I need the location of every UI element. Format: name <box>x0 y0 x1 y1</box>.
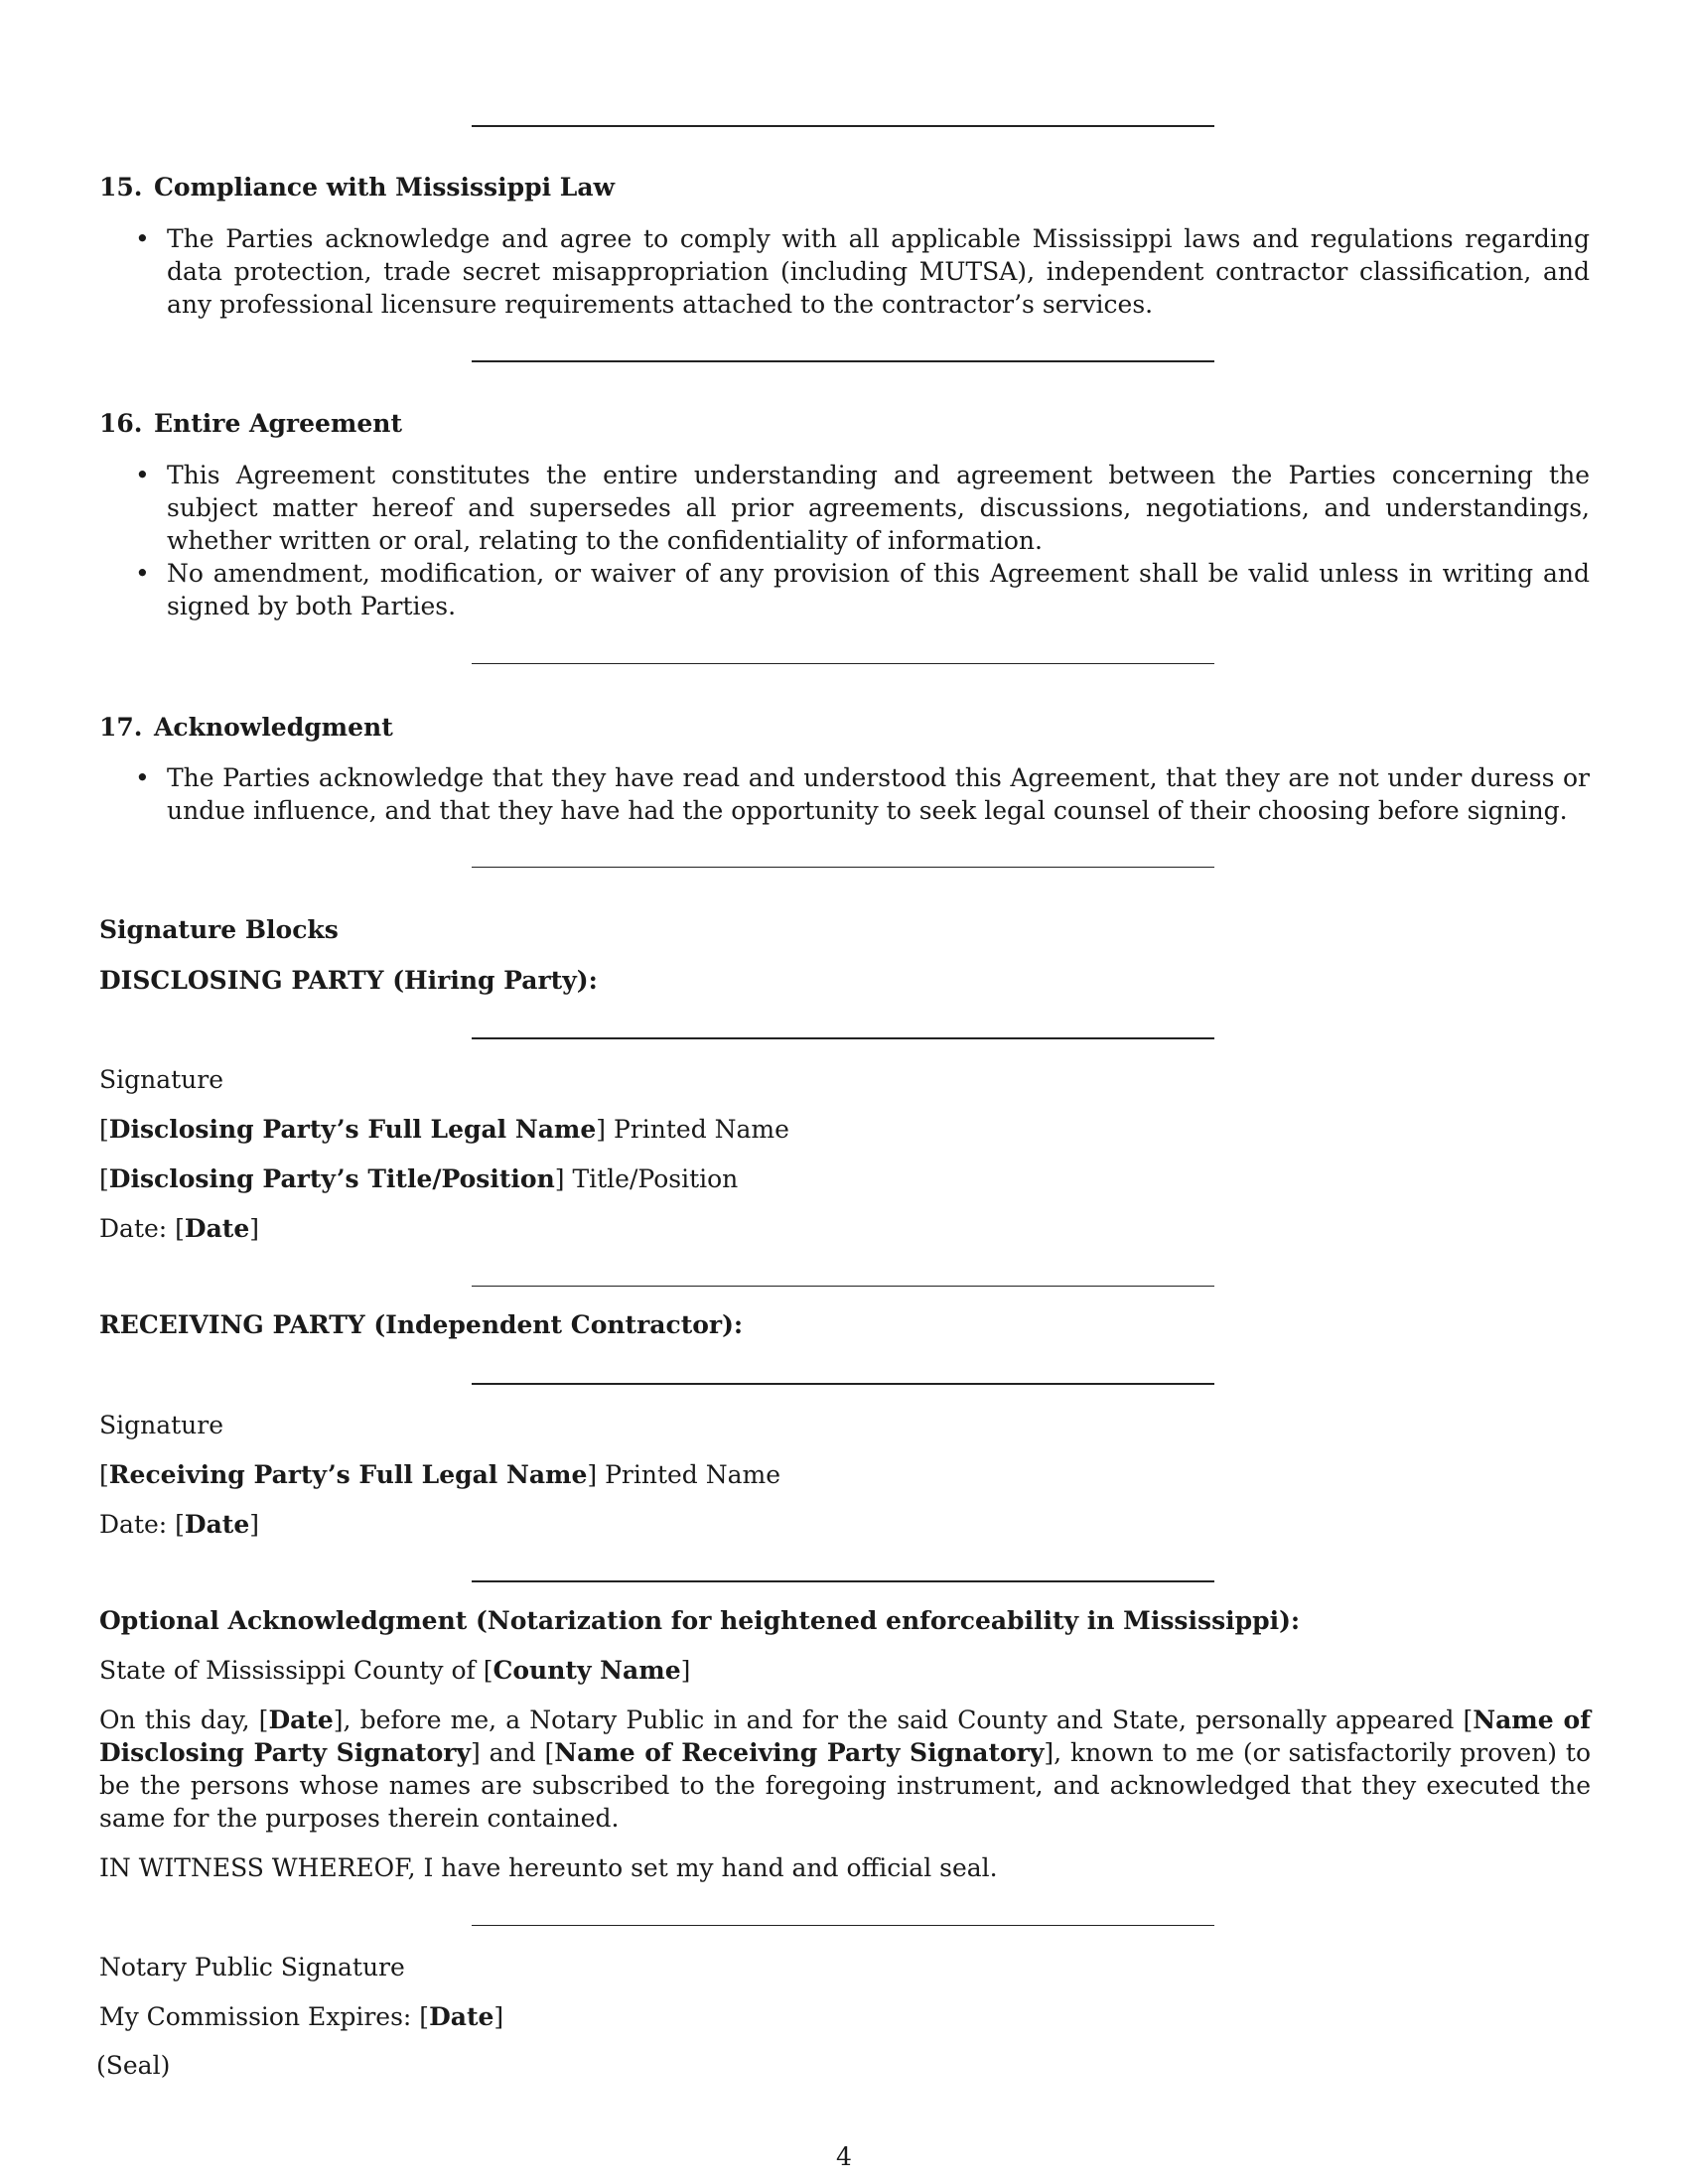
horizontal-rule <box>472 663 1214 664</box>
date-placeholder: Date <box>184 1214 250 1243</box>
list-item <box>135 459 1590 557</box>
notary-text: On this day, <box>99 1706 259 1734</box>
title-position-label: Title/Position <box>572 1164 739 1193</box>
bullet-icon: • <box>135 763 150 792</box>
seal-label: (Seal) <box>96 2051 171 2080</box>
section-title: Entire Agreement <box>154 409 402 438</box>
printed-name-label: Printed Name <box>605 1460 781 1489</box>
disclosing-title-line: [Disclosing Party’s Title/Position] Title/Position <box>99 1164 739 1193</box>
receiving-signatory-placeholder: Name of Receiving Party Signatory <box>554 1738 1045 1767</box>
section-15-list <box>135 222 1590 321</box>
signature-blocks-heading: Signature Blocks <box>99 915 339 944</box>
disclosing-title-placeholder: Disclosing Party’s Title/Position <box>108 1164 555 1193</box>
commission-line: My Commission Expires: [Date] <box>99 2002 504 2031</box>
commission-label: My Commission Expires: <box>99 2002 412 2031</box>
horizontal-rule <box>472 360 1214 362</box>
receiving-party-heading: RECEIVING PARTY (Independent Contractor): <box>99 1310 744 1339</box>
state-county-line: State of Mississippi County of [County Name] <box>99 1656 691 1685</box>
section-17-heading <box>99 711 393 744</box>
section-16-heading <box>99 407 402 440</box>
horizontal-rule <box>472 125 1214 127</box>
bullet-icon: • <box>135 461 150 489</box>
state-county-prefix: State of Mississippi County of <box>99 1656 476 1685</box>
witness-line: IN WITNESS WHEREOF, I have hereunto set my hand and official seal. <box>99 1853 998 1882</box>
list-item <box>135 222 1590 321</box>
notary-text: and <box>480 1738 545 1767</box>
section-number: 16. <box>99 409 143 438</box>
notary-signature-label: Notary Public Signature <box>99 1953 405 1981</box>
receiving-signature-label: Signature <box>99 1411 224 1439</box>
notary-signature-line <box>472 1925 1214 1926</box>
notary-text: , before me, a Notary Public in and for the said County and State, personally appeared <box>343 1706 1464 1734</box>
section-17-list <box>135 761 1590 827</box>
disclosing-party-heading: DISCLOSING PARTY (Hiring Party): <box>99 966 598 995</box>
notary-body-paragraph: On this day, [Date], before me, a Notary Public in and for the said County and State, personally appeared [Name of Disclosing Party Signatory] and [Name of Receiving Party Signatory], known to me (or satisfactorily proven) to be the persons whose names are subscribed to the foregoing instrument, and acknowledged that they executed the same for the purposes therein contained. <box>99 1706 1591 1833</box>
section-number: 17. <box>99 713 143 742</box>
bullet-icon: • <box>135 559 150 588</box>
horizontal-rule <box>472 1286 1214 1287</box>
horizontal-rule <box>472 867 1214 868</box>
disclosing-name-placeholder: Disclosing Party’s Full Legal Name <box>108 1115 597 1144</box>
disclosing-signature-label: Signature <box>99 1065 224 1094</box>
section-number: 15. <box>99 173 143 202</box>
section-15-heading <box>99 171 615 204</box>
list-item-text: The Parties acknowledge and agree to comply with all applicable Mississippi laws and regulations regarding data protection, trade secret misappropriation (including MUTSA), independent contractor classification, and any professional licensure requirements attached to the contractor’s services. <box>167 224 1590 319</box>
list-item-text: No amendment, modification, or waiver of any provision of this Agreement shall be valid unless in writing and signed by both Parties. <box>167 559 1590 620</box>
disclosing-signatory-placeholder: Name of Disclosing Party Signatory <box>99 1706 1591 1767</box>
printed-name-label: Printed Name <box>613 1115 789 1144</box>
county-placeholder: County Name <box>492 1656 681 1685</box>
list-item <box>135 761 1590 827</box>
list-item-text: This Agreement constitutes the entire understanding and agreement between the Parties concerning the subject matter hereof and supersedes all prior agreements, discussions, negotiations, and understandings, whether written or oral, relating to the confidentiality of information. <box>167 461 1590 555</box>
disclosing-date-line: Date: [Date] <box>99 1214 260 1243</box>
date-label: Date: <box>99 1214 168 1243</box>
bullet-icon: • <box>135 224 150 253</box>
horizontal-rule <box>472 1580 1214 1582</box>
notary-text: , known to me (or satisfactorily proven) to be the persons whose names are subscribed to the foregoing instrument, and acknowledged that they executed the same for the purposes therein contained. <box>99 1738 1591 1833</box>
commission-date-placeholder: Date <box>429 2002 494 2031</box>
receiving-date-line: Date: [Date] <box>99 1510 260 1539</box>
section-16-list <box>135 459 1590 622</box>
receiving-name-placeholder: Receiving Party’s Full Legal Name <box>108 1460 588 1489</box>
receiving-printed-name-line: [Receiving Party’s Full Legal Name] Printed Name <box>99 1460 781 1489</box>
section-title: Compliance with Mississippi Law <box>154 173 616 202</box>
date-placeholder: Date <box>184 1510 250 1539</box>
disclosing-printed-name-line: [Disclosing Party’s Full Legal Name] Printed Name <box>99 1115 789 1144</box>
disclosing-signature-line <box>472 1037 1214 1039</box>
section-title: Acknowledgment <box>154 713 393 742</box>
date-label: Date: <box>99 1510 168 1539</box>
page-number: 4 <box>836 2142 852 2171</box>
notary-heading: Optional Acknowledgment (Notarization for heightened enforceability in Mississippi): <box>99 1606 1301 1635</box>
list-item-text: The Parties acknowledge that they have read and understood this Agreement, that they are not under duress or undue influence, and that they have had the opportunity to seek legal counsel of their choosing before signing. <box>167 763 1590 825</box>
receiving-signature-line <box>472 1383 1214 1385</box>
date-placeholder: Date <box>268 1706 334 1734</box>
list-item <box>135 557 1590 622</box>
